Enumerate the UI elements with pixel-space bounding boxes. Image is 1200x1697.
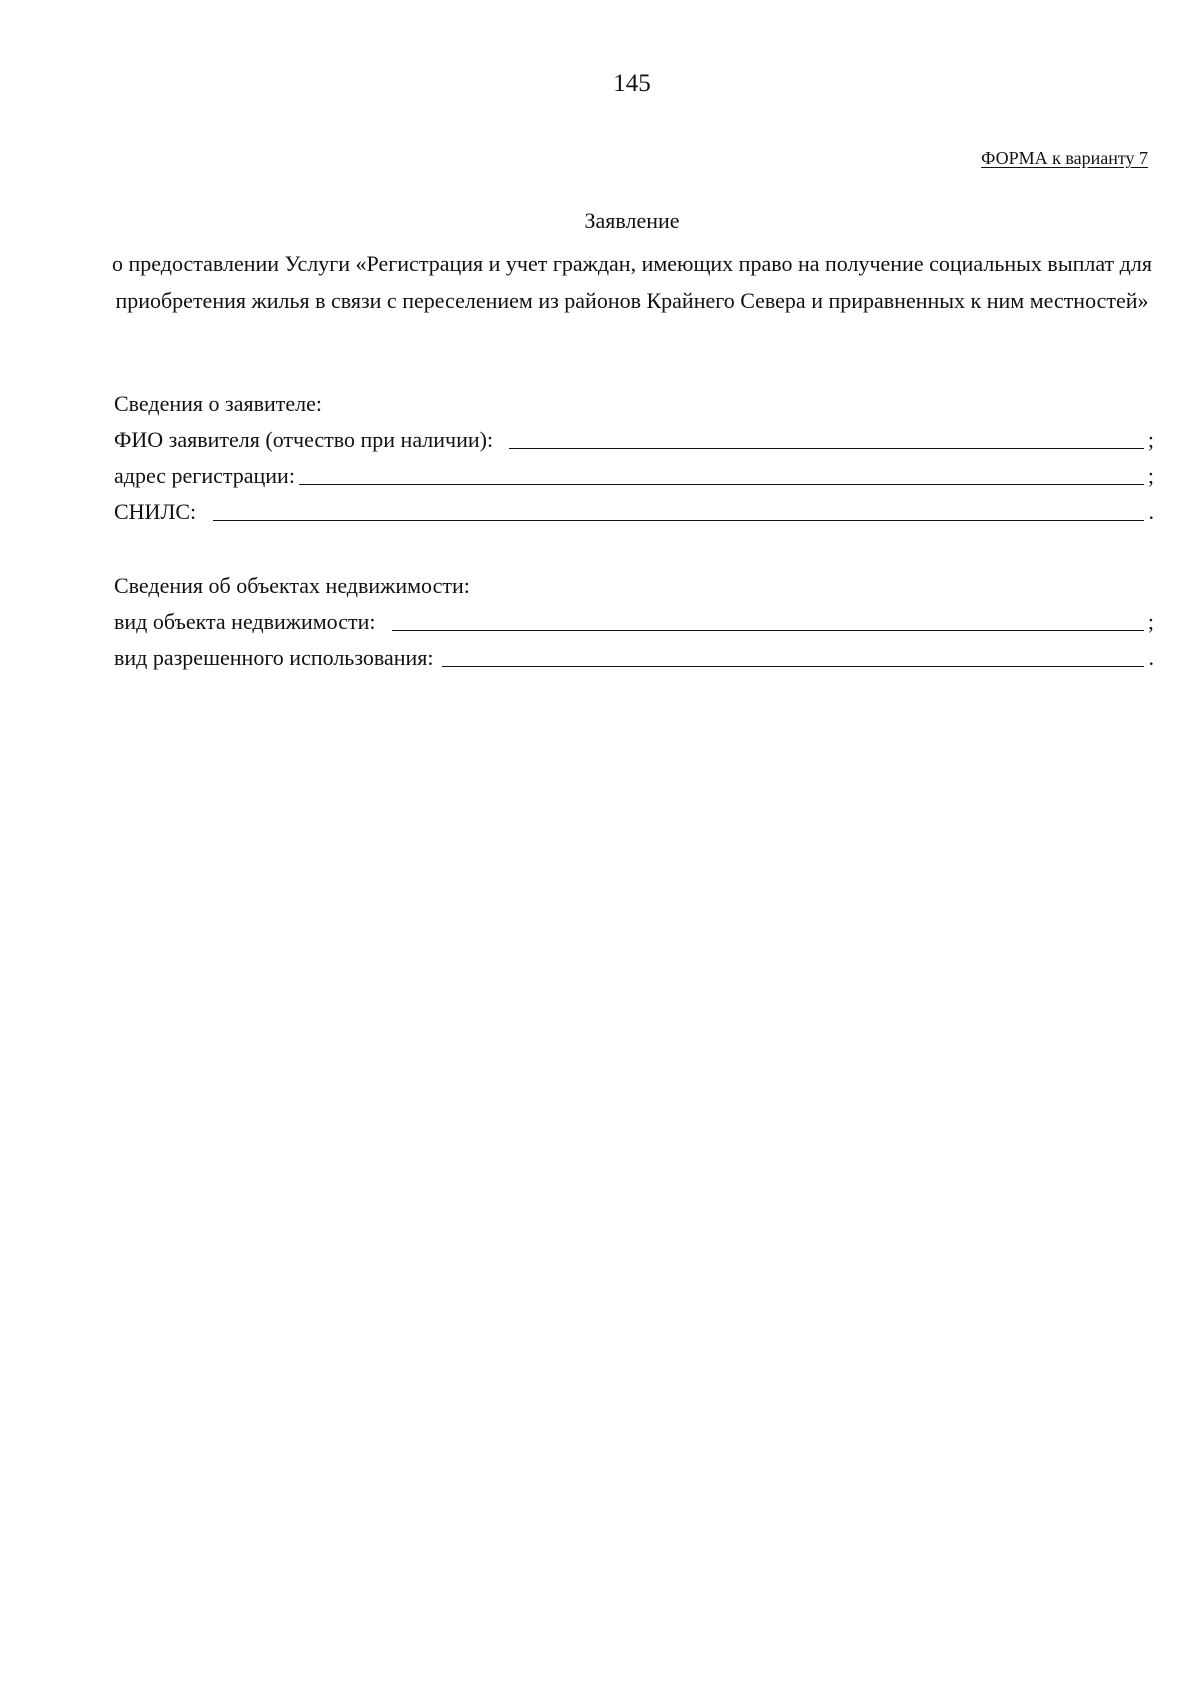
- applicant-snils-row: [114, 494, 1154, 530]
- applicant-snils-end: .: [1148, 499, 1154, 524]
- applicant-address-field[interactable]: [299, 458, 1144, 485]
- form-reference: ФОРМА к варианту 7: [981, 148, 1148, 168]
- property-type-field[interactable]: [392, 604, 1145, 631]
- property-type-row: [114, 604, 1154, 640]
- applicant-snils-field[interactable]: [213, 494, 1144, 521]
- applicant-fio-row: [114, 422, 1154, 458]
- applicant-address-label: адрес регистрации:: [114, 463, 295, 488]
- applicant-snils-label: СНИЛС:: [114, 499, 197, 524]
- page-number: 145: [613, 70, 651, 97]
- permitted-use-end: .: [1148, 645, 1154, 670]
- permitted-use-row: [114, 640, 1154, 676]
- document-subtitle: о предоставлении Услуги «Регистрация и учет граждан, имеющих право на получение социальных выплат для приобретения жилья в связи с переселением из районов Крайнего Севера и приравненных к ним местностей»: [112, 251, 1152, 313]
- applicant-fio-field[interactable]: [509, 422, 1144, 449]
- applicant-section-heading: Сведения о заявителе:: [114, 391, 323, 416]
- property-section: [114, 568, 1154, 676]
- document-title: Заявление: [584, 208, 680, 233]
- applicant-fio-end: ;: [1147, 427, 1154, 452]
- permitted-use-field[interactable]: [442, 640, 1144, 667]
- permitted-use-label: вид разрешенного использования:: [114, 645, 434, 670]
- property-type-label: вид объекта недвижимости:: [114, 609, 376, 634]
- applicant-address-row: [114, 458, 1154, 494]
- property-section-heading: Сведения об объектах недвижимости:: [114, 573, 470, 598]
- applicant-section: [114, 386, 1154, 530]
- applicant-fio-label: ФИО заявителя (отчество при наличии):: [114, 427, 494, 452]
- applicant-address-end: ;: [1147, 463, 1154, 488]
- property-type-end: ;: [1147, 609, 1154, 634]
